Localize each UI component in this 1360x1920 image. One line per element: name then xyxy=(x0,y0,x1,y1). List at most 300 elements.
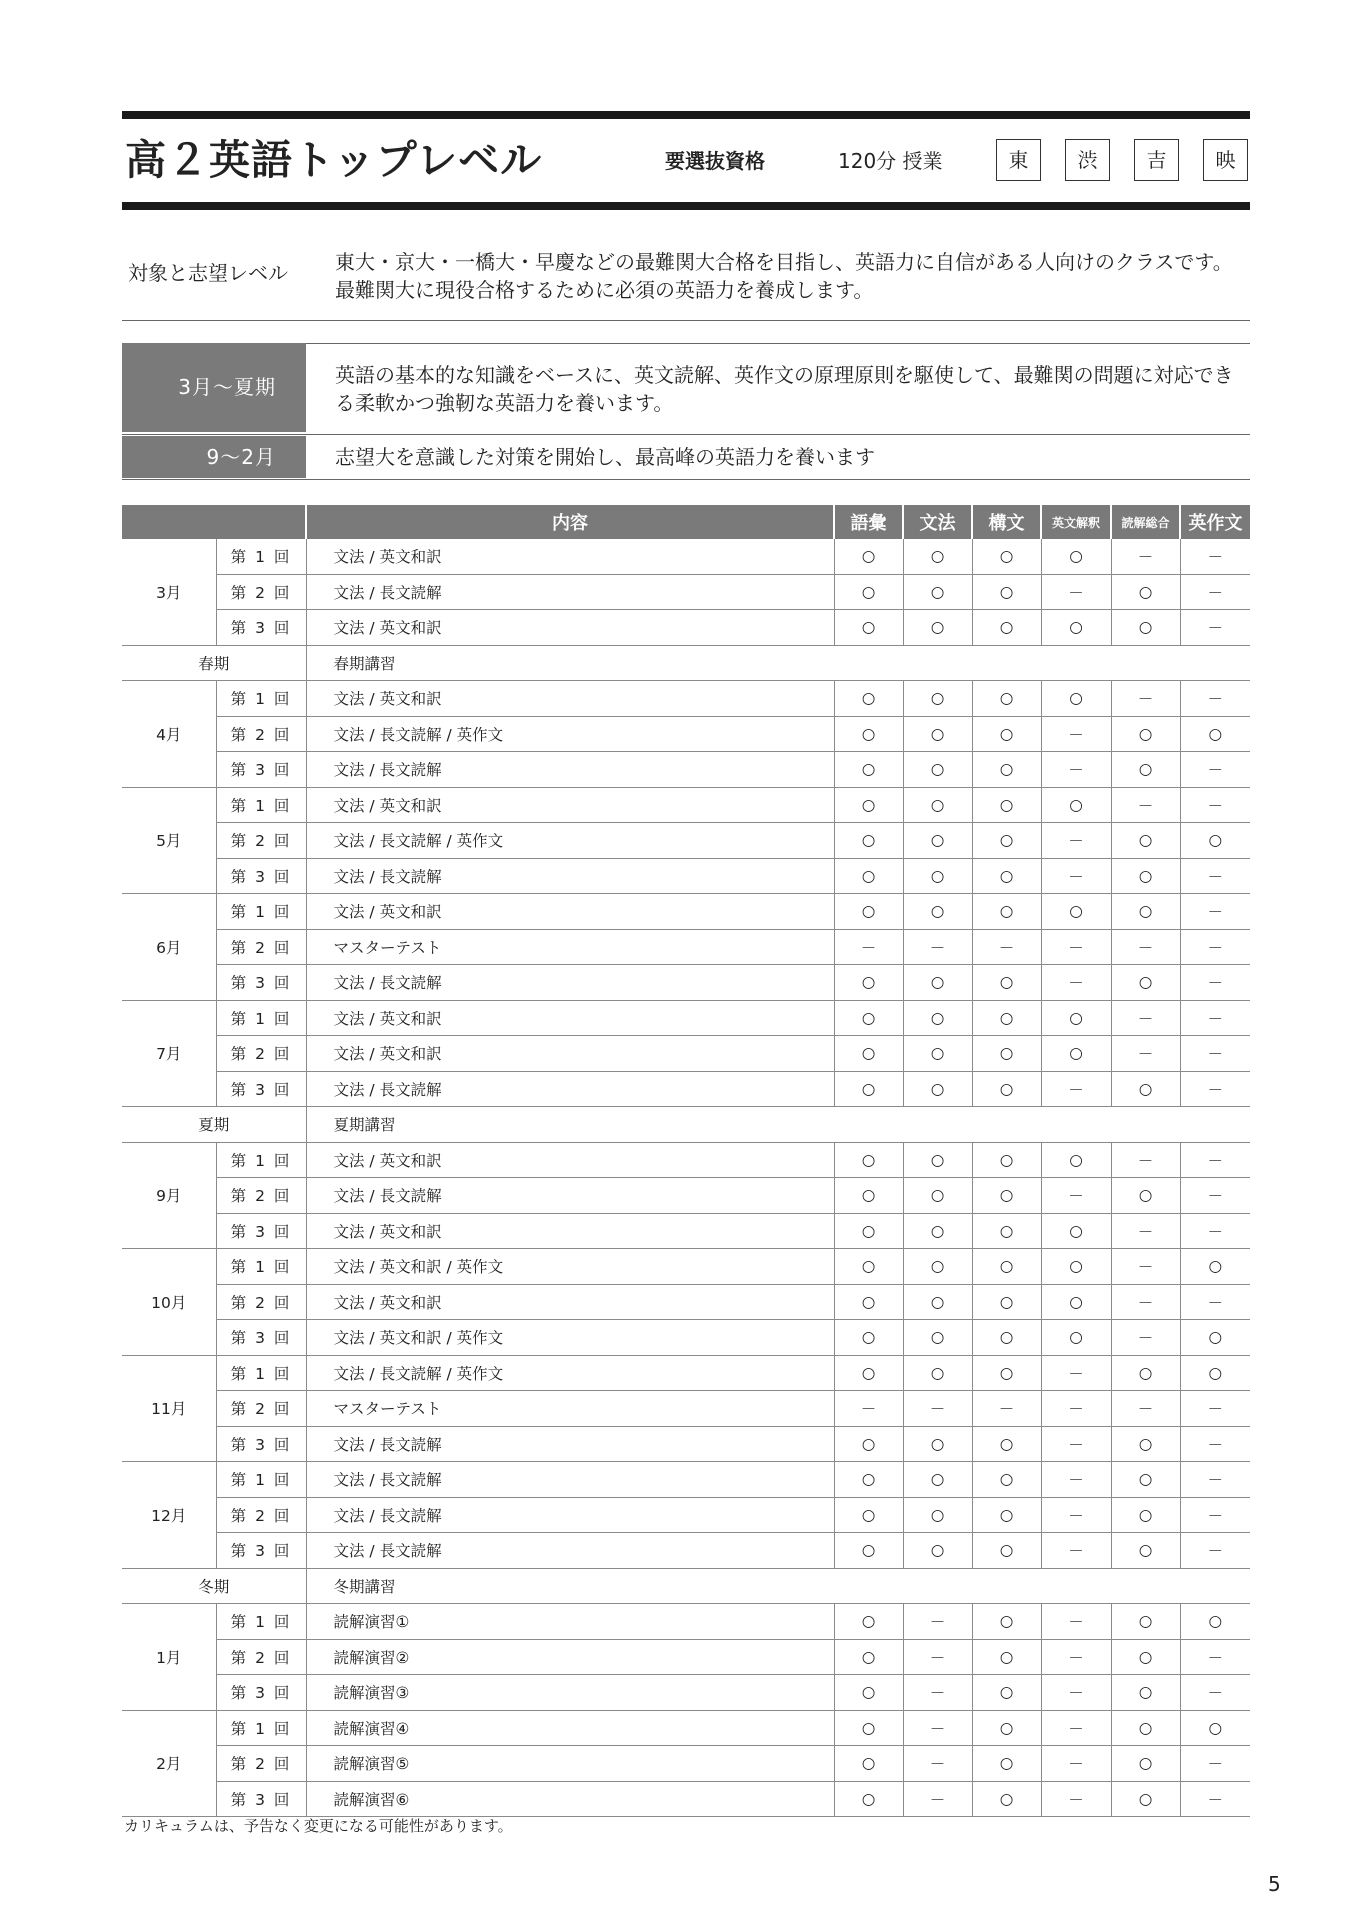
round-cell: 第 2 回 xyxy=(216,716,306,752)
mark-cell: ○ xyxy=(1111,823,1180,859)
mark-cell: ○ xyxy=(1041,1284,1111,1320)
session-content: 冬期講習 xyxy=(306,1568,1250,1604)
content-cell: 文法 / 長文読解 xyxy=(306,1426,834,1462)
mark-cell: － xyxy=(1041,965,1111,1001)
mark-cell: ○ xyxy=(1111,1675,1180,1711)
mark-cell: － xyxy=(1111,1391,1180,1427)
mark-cell: ○ xyxy=(1111,1178,1180,1214)
content-cell: 読解演習① xyxy=(306,1604,834,1640)
session-label: 冬期 xyxy=(122,1568,306,1604)
mark-cell: ○ xyxy=(834,1071,903,1107)
mark-cell: ○ xyxy=(1111,1355,1180,1391)
mark-cell: ○ xyxy=(1180,1604,1250,1640)
content-cell: 文法 / 英文和訳 xyxy=(306,1213,834,1249)
round-cell: 第 1 回 xyxy=(216,1604,306,1640)
mark-cell: ○ xyxy=(972,1284,1041,1320)
mark-cell: ○ xyxy=(972,716,1041,752)
mark-cell: ○ xyxy=(903,716,972,752)
content-cell: 文法 / 長文読解 xyxy=(306,1497,834,1533)
content-cell: 読解演習③ xyxy=(306,1675,834,1711)
mark-cell: ○ xyxy=(972,1781,1041,1817)
mark-cell: － xyxy=(972,929,1041,965)
mark-cell: ○ xyxy=(1111,1497,1180,1533)
mark-cell: ○ xyxy=(1111,574,1180,610)
table-header-row xyxy=(122,505,1250,539)
mark-cell: ○ xyxy=(834,1462,903,1498)
mark-cell: ○ xyxy=(834,894,903,930)
round-cell: 第 1 回 xyxy=(216,787,306,823)
mark-cell: － xyxy=(1041,1391,1111,1427)
duration-label: 120分 授業 xyxy=(838,149,943,173)
mark-cell: ○ xyxy=(903,1249,972,1285)
mark-cell: ○ xyxy=(834,1355,903,1391)
mark-cell: ○ xyxy=(834,752,903,788)
page-title: 高２英語トップレベル xyxy=(125,136,543,184)
mark-cell: ○ xyxy=(834,1710,903,1746)
mark-cell: ○ xyxy=(972,965,1041,1001)
mark-cell: － xyxy=(834,1391,903,1427)
table-row xyxy=(122,716,1250,752)
mark-cell: － xyxy=(1041,1071,1111,1107)
table-row xyxy=(122,787,1250,823)
mark-cell: ○ xyxy=(903,752,972,788)
mark-cell: － xyxy=(903,1746,972,1782)
session-content: 夏期講習 xyxy=(306,1107,1250,1143)
mark-cell: ○ xyxy=(1111,965,1180,1001)
table-row xyxy=(122,1000,1250,1036)
mark-cell: － xyxy=(1180,1639,1250,1675)
mark-cell: － xyxy=(1041,574,1111,610)
mark-cell: ○ xyxy=(1041,1000,1111,1036)
mark-cell: － xyxy=(1180,929,1250,965)
round-cell: 第 1 回 xyxy=(216,1355,306,1391)
round-cell: 第 3 回 xyxy=(216,752,306,788)
content-cell: 文法 / 英文和訳 xyxy=(306,787,834,823)
mark-cell: ○ xyxy=(972,1533,1041,1569)
mark-cell: ○ xyxy=(834,574,903,610)
content-cell: 文法 / 英文和訳 xyxy=(306,1284,834,1320)
mark-cell: － xyxy=(1111,1142,1180,1178)
mark-cell: ○ xyxy=(834,858,903,894)
mark-cell: ○ xyxy=(972,1355,1041,1391)
mark-cell: － xyxy=(1180,1426,1250,1462)
mark-cell: ○ xyxy=(1111,894,1180,930)
mark-cell: － xyxy=(903,1391,972,1427)
mark-cell: ○ xyxy=(1111,1533,1180,1569)
mark-cell: ○ xyxy=(1041,894,1111,930)
table-row xyxy=(122,929,1250,965)
round-cell: 第 2 回 xyxy=(216,574,306,610)
mark-cell: ○ xyxy=(834,1639,903,1675)
mark-cell: － xyxy=(1180,1675,1250,1711)
round-cell: 第 3 回 xyxy=(216,610,306,646)
mark-cell: ○ xyxy=(834,539,903,574)
mark-cell: ○ xyxy=(1041,610,1111,646)
phase-label: 3月～夏期 xyxy=(122,343,306,432)
mark-cell: － xyxy=(1111,1249,1180,1285)
mark-cell: － xyxy=(1180,1391,1250,1427)
table-row xyxy=(122,1036,1250,1072)
mark-cell: － xyxy=(903,1639,972,1675)
mark-cell: ○ xyxy=(834,1533,903,1569)
round-cell: 第 2 回 xyxy=(216,1746,306,1782)
mark-cell: － xyxy=(1180,1497,1250,1533)
round-cell: 第 2 回 xyxy=(216,929,306,965)
round-cell: 第 1 回 xyxy=(216,681,306,717)
round-cell: 第 2 回 xyxy=(216,1178,306,1214)
mark-cell: ○ xyxy=(834,1178,903,1214)
mark-cell: － xyxy=(1180,965,1250,1001)
mark-cell: ○ xyxy=(972,1710,1041,1746)
mark-cell: － xyxy=(1180,681,1250,717)
header-composition: 英作文 xyxy=(1180,505,1250,539)
mark-cell: ○ xyxy=(903,823,972,859)
mark-cell: ○ xyxy=(834,1036,903,1072)
round-cell: 第 2 回 xyxy=(216,1284,306,1320)
mark-cell: － xyxy=(903,1781,972,1817)
content-cell: 文法 / 長文読解 xyxy=(306,574,834,610)
mark-cell: － xyxy=(1041,1781,1111,1817)
round-cell: 第 1 回 xyxy=(216,1000,306,1036)
round-cell: 第 1 回 xyxy=(216,1710,306,1746)
divider xyxy=(122,479,1250,480)
mark-cell: － xyxy=(1041,1604,1111,1640)
content-cell: 文法 / 英文和訳 xyxy=(306,681,834,717)
mark-cell: ○ xyxy=(972,1675,1041,1711)
mark-cell: ○ xyxy=(1041,1213,1111,1249)
mark-cell: ○ xyxy=(1041,1249,1111,1285)
content-cell: 読解演習④ xyxy=(306,1710,834,1746)
round-cell: 第 3 回 xyxy=(216,1071,306,1107)
mark-cell: ○ xyxy=(903,1355,972,1391)
session-label: 春期 xyxy=(122,645,306,681)
round-cell: 第 3 回 xyxy=(216,1320,306,1356)
content-cell: 文法 / 英文和訳 xyxy=(306,539,834,574)
table-row xyxy=(122,610,1250,646)
mark-cell: － xyxy=(1041,1533,1111,1569)
mark-cell: － xyxy=(1180,752,1250,788)
mark-cell: － xyxy=(1180,610,1250,646)
curriculum-table xyxy=(122,505,1250,1817)
month-cell: 6月 xyxy=(122,894,216,1001)
mark-cell: ○ xyxy=(834,610,903,646)
round-cell: 第 3 回 xyxy=(216,1213,306,1249)
campus-badge: 渋 xyxy=(1065,139,1110,181)
mark-cell: ○ xyxy=(1111,610,1180,646)
round-cell: 第 3 回 xyxy=(216,1781,306,1817)
table-row xyxy=(122,1249,1250,1285)
round-cell: 第 2 回 xyxy=(216,1639,306,1675)
mark-cell: ○ xyxy=(1111,752,1180,788)
mark-cell: － xyxy=(1180,1213,1250,1249)
mark-cell: － xyxy=(1041,1497,1111,1533)
content-cell: 文法 / 長文読解 xyxy=(306,1462,834,1498)
table-row xyxy=(122,1639,1250,1675)
mark-cell: － xyxy=(1041,752,1111,788)
round-cell: 第 3 回 xyxy=(216,965,306,1001)
mark-cell: ○ xyxy=(972,858,1041,894)
mark-cell: ○ xyxy=(903,574,972,610)
mark-cell: － xyxy=(1111,1036,1180,1072)
content-cell: 文法 / 英文和訳 xyxy=(306,1142,834,1178)
mark-cell: ○ xyxy=(972,1746,1041,1782)
mark-cell: ○ xyxy=(1041,539,1111,574)
table-row xyxy=(122,858,1250,894)
month-cell: 3月 xyxy=(122,539,216,645)
mark-cell: ○ xyxy=(1111,716,1180,752)
mark-cell: ○ xyxy=(1111,858,1180,894)
mark-cell: － xyxy=(1180,1178,1250,1214)
mark-cell: － xyxy=(1180,858,1250,894)
round-cell: 第 1 回 xyxy=(216,1462,306,1498)
page-number: 5 xyxy=(1268,1872,1281,1896)
mark-cell: ○ xyxy=(972,1497,1041,1533)
mark-cell: ○ xyxy=(903,1497,972,1533)
mark-cell: ○ xyxy=(1111,1462,1180,1498)
table-row xyxy=(122,1284,1250,1320)
mark-cell: ○ xyxy=(834,965,903,1001)
mark-cell: ○ xyxy=(903,1462,972,1498)
mark-cell: ○ xyxy=(1111,1604,1180,1640)
mark-cell: ○ xyxy=(972,1639,1041,1675)
table-row xyxy=(122,1781,1250,1817)
mark-cell: ○ xyxy=(903,894,972,930)
mark-cell: ○ xyxy=(903,1000,972,1036)
mark-cell: ○ xyxy=(972,1320,1041,1356)
mark-cell: － xyxy=(1180,1036,1250,1072)
content-cell: 文法 / 長文読解 xyxy=(306,752,834,788)
mark-cell: － xyxy=(1041,1639,1111,1675)
round-cell: 第 1 回 xyxy=(216,1142,306,1178)
mark-cell: ○ xyxy=(834,1604,903,1640)
campus-badge: 映 xyxy=(1203,139,1248,181)
mark-cell: － xyxy=(1180,539,1250,574)
mark-cell: ○ xyxy=(903,787,972,823)
mark-cell: ○ xyxy=(903,1426,972,1462)
mark-cell: ○ xyxy=(972,539,1041,574)
mark-cell: － xyxy=(1111,1213,1180,1249)
content-cell: 読解演習② xyxy=(306,1639,834,1675)
requirement-label: 要選抜資格 xyxy=(665,149,765,173)
mark-cell: ○ xyxy=(1111,1071,1180,1107)
mark-cell: － xyxy=(903,1604,972,1640)
mark-cell: ○ xyxy=(1180,1249,1250,1285)
table-row xyxy=(122,1710,1250,1746)
table-row xyxy=(122,1142,1250,1178)
round-cell: 第 1 回 xyxy=(216,1249,306,1285)
table-row xyxy=(122,574,1250,610)
mark-cell: － xyxy=(1180,1533,1250,1569)
round-cell: 第 3 回 xyxy=(216,1675,306,1711)
mark-cell: ○ xyxy=(972,752,1041,788)
header-grammar: 文法 xyxy=(903,505,972,539)
mark-cell: － xyxy=(903,1675,972,1711)
month-cell: 4月 xyxy=(122,681,216,788)
month-cell: 5月 xyxy=(122,787,216,894)
table-row xyxy=(122,965,1250,1001)
mark-cell: － xyxy=(1041,1710,1111,1746)
mark-cell: ○ xyxy=(1180,823,1250,859)
table-row xyxy=(122,539,1250,574)
mark-cell: ○ xyxy=(972,1071,1041,1107)
content-cell: 文法 / 長文読解 xyxy=(306,1533,834,1569)
table-row xyxy=(122,823,1250,859)
mark-cell: － xyxy=(1041,1355,1111,1391)
mark-cell: － xyxy=(1041,929,1111,965)
content-cell: 文法 / 英文和訳 xyxy=(306,1000,834,1036)
mark-cell: － xyxy=(1111,1320,1180,1356)
table-row xyxy=(122,1071,1250,1107)
mark-cell: ○ xyxy=(1041,681,1111,717)
mark-cell: ○ xyxy=(1111,1746,1180,1782)
mark-cell: － xyxy=(1041,1462,1111,1498)
header-vocab: 語彙 xyxy=(834,505,903,539)
content-cell: 読解演習⑥ xyxy=(306,1781,834,1817)
content-cell: 文法 / 英文和訳 xyxy=(306,1036,834,1072)
table-row xyxy=(122,1213,1250,1249)
header-reading: 読解総合 xyxy=(1111,505,1180,539)
content-cell: 文法 / 長文読解 / 英作文 xyxy=(306,1355,834,1391)
content-cell: 文法 / 英文和訳 / 英作文 xyxy=(306,1320,834,1356)
content-cell: マスターテスト xyxy=(306,1391,834,1427)
round-cell: 第 2 回 xyxy=(216,823,306,859)
mark-cell: ○ xyxy=(972,894,1041,930)
table-row xyxy=(122,752,1250,788)
mark-cell: ○ xyxy=(1041,1142,1111,1178)
mark-cell: ○ xyxy=(903,965,972,1001)
campus-badge: 東 xyxy=(996,139,1041,181)
mark-cell: ○ xyxy=(1041,787,1111,823)
table-row xyxy=(122,1746,1250,1782)
mark-cell: ○ xyxy=(834,823,903,859)
table-row xyxy=(122,1355,1250,1391)
mark-cell: ○ xyxy=(903,539,972,574)
mark-cell: ○ xyxy=(1180,1320,1250,1356)
mark-cell: ○ xyxy=(1111,1639,1180,1675)
mark-cell: ○ xyxy=(1180,1355,1250,1391)
month-cell: 10月 xyxy=(122,1249,216,1356)
mark-cell: ○ xyxy=(834,1142,903,1178)
mark-cell: ○ xyxy=(972,1178,1041,1214)
table-row xyxy=(122,1391,1250,1427)
round-cell: 第 3 回 xyxy=(216,858,306,894)
mark-cell: ○ xyxy=(834,1675,903,1711)
mark-cell: ○ xyxy=(903,610,972,646)
mark-cell: ○ xyxy=(834,1426,903,1462)
mark-cell: ○ xyxy=(972,1249,1041,1285)
mark-cell: ○ xyxy=(972,787,1041,823)
table-row xyxy=(122,1604,1250,1640)
month-cell: 11月 xyxy=(122,1355,216,1462)
mark-cell: ○ xyxy=(1180,1710,1250,1746)
table-row xyxy=(122,1497,1250,1533)
mark-cell: － xyxy=(1180,787,1250,823)
mark-cell: ○ xyxy=(903,1036,972,1072)
mark-cell: ○ xyxy=(1111,1710,1180,1746)
mark-cell: ○ xyxy=(903,1284,972,1320)
phase-label: 9～2月 xyxy=(122,436,306,478)
mark-cell: － xyxy=(903,1710,972,1746)
table-row xyxy=(122,894,1250,930)
mark-cell: － xyxy=(1041,1426,1111,1462)
mark-cell: － xyxy=(1041,716,1111,752)
mark-cell: ○ xyxy=(972,1426,1041,1462)
round-cell: 第 2 回 xyxy=(216,1497,306,1533)
month-cell: 9月 xyxy=(122,1142,216,1249)
mark-cell: ○ xyxy=(834,1746,903,1782)
mark-cell: － xyxy=(1111,1284,1180,1320)
mark-cell: ○ xyxy=(903,858,972,894)
mark-cell: ○ xyxy=(972,681,1041,717)
session-row xyxy=(122,645,1250,681)
mark-cell: ○ xyxy=(903,1533,972,1569)
mark-cell: － xyxy=(903,929,972,965)
header-bottom-rule xyxy=(122,202,1250,210)
mark-cell: － xyxy=(1180,1000,1250,1036)
table-row xyxy=(122,1533,1250,1569)
mark-cell: ○ xyxy=(834,1781,903,1817)
content-cell: 文法 / 長文読解 / 英作文 xyxy=(306,823,834,859)
intro-label: 対象と志望レベル xyxy=(128,261,288,285)
header-top-rule xyxy=(122,111,1250,119)
mark-cell: ○ xyxy=(903,1142,972,1178)
mark-cell: － xyxy=(1180,574,1250,610)
mark-cell: ○ xyxy=(972,1604,1041,1640)
table-row xyxy=(122,1320,1250,1356)
session-content: 春期講習 xyxy=(306,645,1250,681)
table-row xyxy=(122,1178,1250,1214)
month-cell: 12月 xyxy=(122,1462,216,1569)
footnote: カリキュラムは、予告なく変更になる可能性があります。 xyxy=(124,1817,513,1835)
content-cell: 文法 / 長文読解 / 英作文 xyxy=(306,716,834,752)
table-row xyxy=(122,681,1250,717)
mark-cell: ○ xyxy=(972,1213,1041,1249)
round-cell: 第 2 回 xyxy=(216,1036,306,1072)
mark-cell: － xyxy=(1180,1142,1250,1178)
curriculum-body xyxy=(122,539,1250,1817)
header-content: 内容 xyxy=(306,505,834,539)
content-cell: 文法 / 英文和訳 xyxy=(306,610,834,646)
phase-text: 志望大を意識した対策を開始し、最高峰の英語力を養います xyxy=(335,445,875,469)
round-cell: 第 3 回 xyxy=(216,1426,306,1462)
mark-cell: － xyxy=(1041,1178,1111,1214)
round-cell: 第 1 回 xyxy=(216,894,306,930)
header-interpretation: 英文解釈 xyxy=(1041,505,1111,539)
mark-cell: － xyxy=(1041,858,1111,894)
round-cell: 第 3 回 xyxy=(216,1533,306,1569)
table-row xyxy=(122,1675,1250,1711)
mark-cell: ○ xyxy=(903,1178,972,1214)
mark-cell: ○ xyxy=(972,1462,1041,1498)
mark-cell: － xyxy=(1180,1781,1250,1817)
mark-cell: ○ xyxy=(903,1071,972,1107)
mark-cell: ○ xyxy=(972,1000,1041,1036)
mark-cell: ○ xyxy=(972,574,1041,610)
campus-badge: 吉 xyxy=(1134,139,1179,181)
mark-cell: － xyxy=(1041,1746,1111,1782)
divider xyxy=(122,320,1250,321)
mark-cell: ○ xyxy=(1111,1426,1180,1462)
mark-cell: － xyxy=(1111,539,1180,574)
mark-cell: ○ xyxy=(903,681,972,717)
content-cell: 文法 / 英文和訳 / 英作文 xyxy=(306,1249,834,1285)
intro-text: 東大・京大・一橋大・早慶などの最難関大合格を目指し、英語力に自信がある人向けのクラスです。最難関大に現役合格するために必須の英語力を養成します。 xyxy=(335,250,1233,302)
mark-cell: ○ xyxy=(903,1320,972,1356)
mark-cell: ○ xyxy=(972,1142,1041,1178)
month-cell: 2月 xyxy=(122,1710,216,1817)
month-cell: 1月 xyxy=(122,1604,216,1711)
mark-cell: ○ xyxy=(1111,1781,1180,1817)
